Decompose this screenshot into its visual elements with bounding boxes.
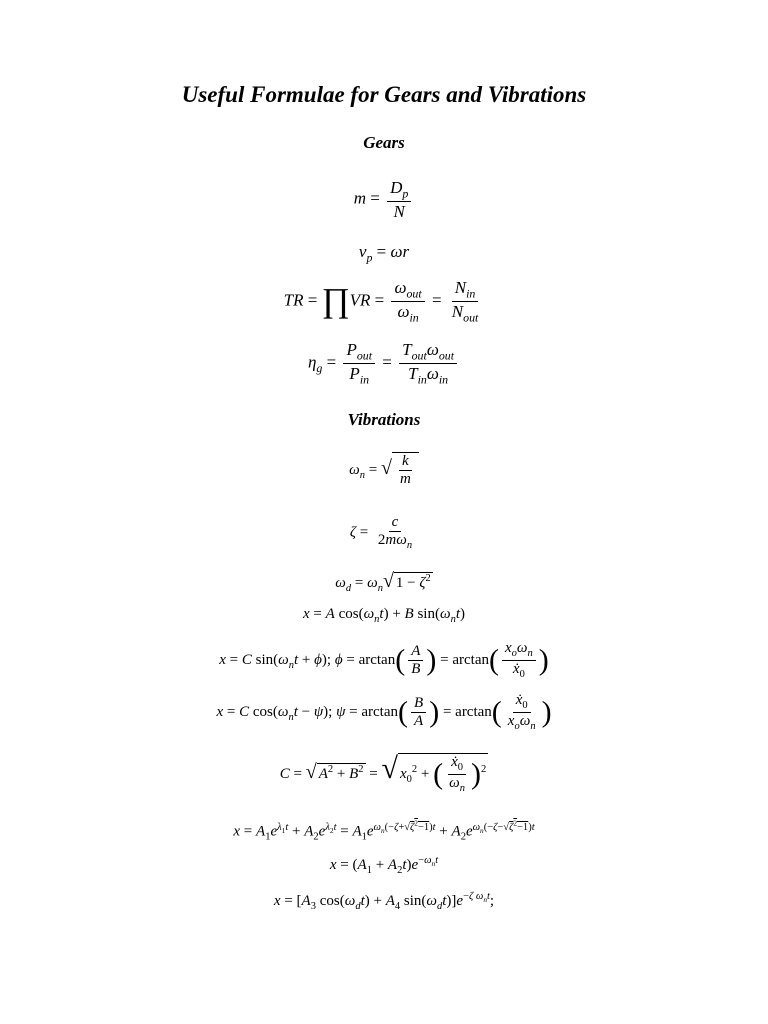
cos-label: cos [252, 704, 273, 720]
cos-label: cos [319, 893, 340, 909]
formula-critically-damped-response: $x = (A_1 + A_2t)e^{-\omega_nt}$ [329, 855, 439, 876]
arctan-label: arctan [361, 704, 399, 720]
formula-module: m = $\frac{D_p}{N}$ [0, 178, 768, 222]
arctan-label: arctan [452, 652, 489, 668]
formula-damping-ratio: ζ = $\frac{c}{2m\omega_n}$ [349, 514, 413, 552]
formula-cosine-phase-form: x = C $\cos(\omega_nt - \psi)$; ψ = arctan( $\frac{B}{A}$ ) = arctan( $\frac{ẋ_0}{x_o\omega_n}$ ) [216, 692, 552, 733]
sin-label: sin [417, 606, 435, 622]
section-heading-vibrations: Vibrations [347, 410, 421, 429]
formula-natural-frequency: $\omega_n$ = √ $\frac{k}{m}$ [0, 452, 768, 489]
formula-damped-frequency: $\omega_d = \omega_n√$ $1 - \zeta^2$ [335, 570, 431, 594]
formula-amplitude: C = √ $A^2 + B^2$ = √ $x_0^2$ + ( $\frac{ẋ_0}{\omega_n}$ )$^2$ [279, 752, 487, 795]
sin-label: sin [255, 652, 274, 668]
document-title: Useful Formulae for Gears and Vibrations [181, 82, 587, 107]
formula-sine-phase-form: x = C $\sin(\omega_nt + \phi)$; ϕ = arctan( $\frac{A}{B}$ ) = arctan( $\frac{x_o\omega_n}{ẋ_0}$ ) [219, 640, 549, 681]
formula-underdamped-response: $x = [A_3$ $\cos(\omega_dt) + A_4$ $\sin(\omega_dt)]e^{-\zeta \omega_nt}$; [273, 891, 495, 912]
formula-train-ratio: TR = ∏VR = $\frac{\omega_{out}}{\omega_{in}}$ = $\frac{N_{in}}{N_{out}}$ [283, 278, 479, 325]
formula-gear-efficiency: $\eta_g$ = $\frac{P_{out}}{P_{in}}$ = $\frac{T_{out}\omega_{out}}{T_{in}\omega_{in}}$ [0, 340, 768, 387]
arctan-label: arctan [455, 704, 492, 720]
formula-pitch-velocity: $v_p = \omega r$ [358, 242, 410, 265]
arctan-label: arctan [358, 652, 396, 668]
formula-undamped-response: x = A $\cos(\omega_nt) + B$ $\sin(\omega_nt)$ [303, 606, 465, 625]
sin-label: sin [403, 893, 422, 909]
cos-label: cos [338, 606, 359, 622]
section-heading-gears: Gears [363, 133, 405, 152]
formula-overdamped-response: $x = A_1e^{\lambda_1t} + A_2e^{\lambda_2t} = A_1e^{\omega_n(-\zeta+√\zeta^2-1)t} + A_2e^{\omega_n(-\zeta-√\zeta^2-1)t}$ [233, 818, 535, 843]
